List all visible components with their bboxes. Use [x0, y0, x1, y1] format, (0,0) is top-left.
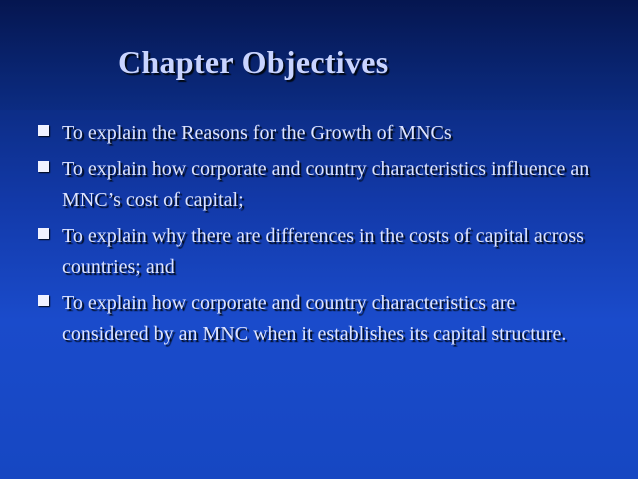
- bullet-item: [38, 288, 598, 350]
- bullet-item: [38, 154, 598, 216]
- bullet-text: To explain the Reasons for the Growth of MNCs: [62, 122, 452, 144]
- bullet-text: To explain how corporate and country characteristics influence an MNC’s cost of capital;: [62, 158, 590, 211]
- square-bullet-icon: [38, 125, 49, 136]
- bullet-text: To explain why there are differences in the costs of capital across countries; and: [62, 225, 584, 278]
- bullet-item: [38, 118, 598, 149]
- square-bullet-icon: [38, 228, 49, 239]
- bullet-text: To explain how corporate and country characteristics are considered by an MNC when it establishes its capital structure.: [62, 292, 567, 345]
- slide-title: Chapter Objectives: [118, 44, 389, 80]
- square-bullet-icon: [38, 161, 49, 172]
- bullet-item: [38, 221, 598, 283]
- square-bullet-icon: [38, 295, 49, 306]
- bullet-list: [38, 118, 598, 355]
